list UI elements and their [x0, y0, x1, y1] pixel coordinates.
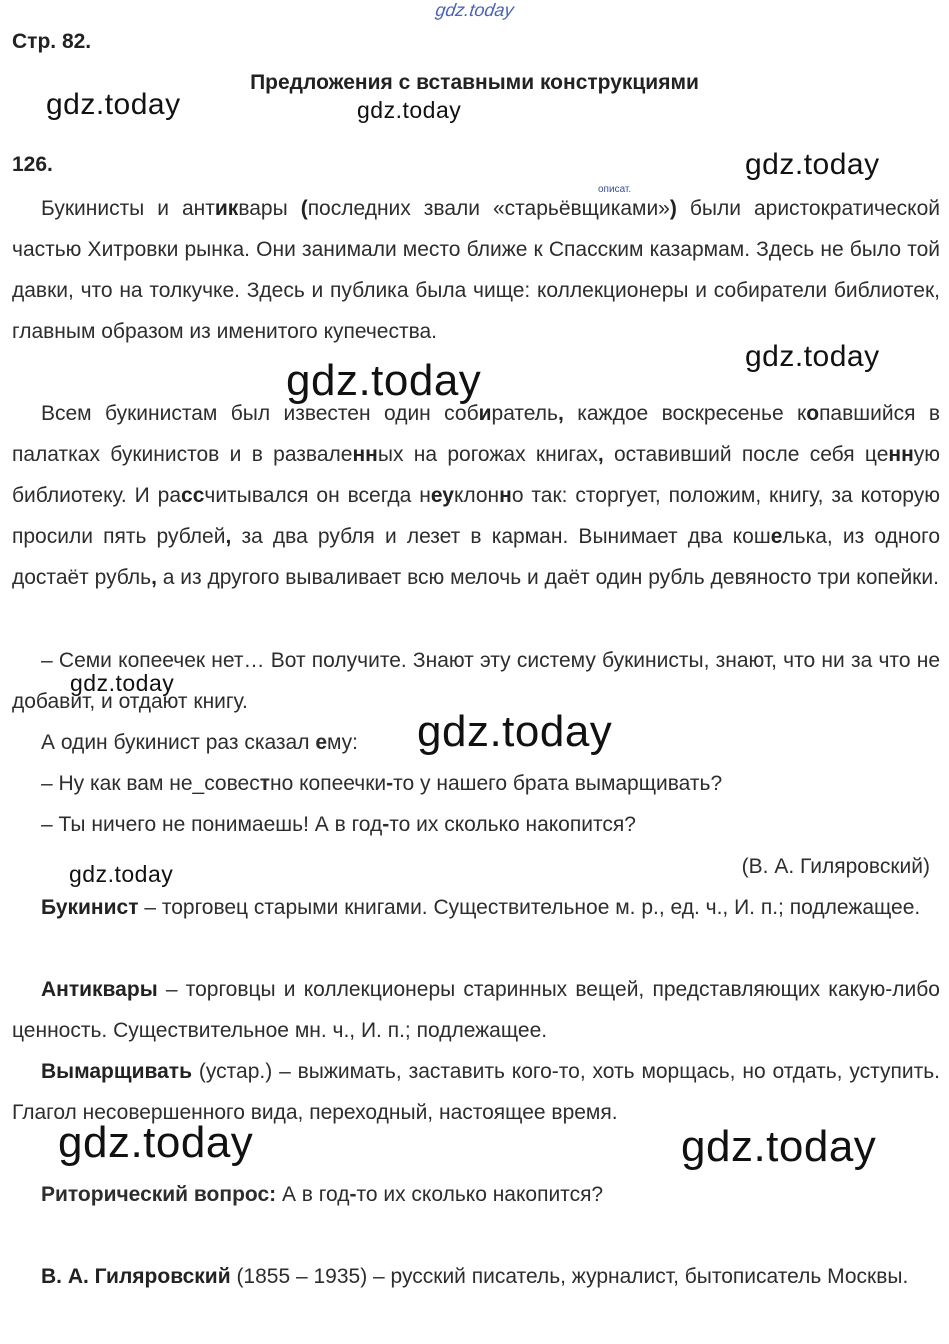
text-segment-bold: т	[259, 772, 271, 795]
text-segment: то их сколько накопится?	[356, 1183, 604, 1206]
text-segment-bold: е	[315, 731, 327, 754]
text-segment-bold: -	[382, 813, 390, 836]
watermark-top: gdz.today	[434, 0, 516, 20]
text-segment-bold: ,	[597, 443, 604, 466]
page-title: Предложения с вставными конструкциями	[250, 71, 699, 94]
text-segment-bold: н	[499, 484, 512, 507]
text-segment: за два рубля и лезет в карман. Вынимает два кош	[231, 525, 771, 548]
text-segment: клон	[453, 484, 500, 507]
text-segment: а из другого вываливает всю мелочь и даёт один рубль девяносто три копейки.	[156, 566, 939, 589]
text-segment: вары	[238, 197, 301, 220]
rhetorical-question	[41, 1174, 603, 1215]
definition-text: – торговец старыми книгами. Существительное м. р., ед. ч., И. п.; подлежащее.	[138, 896, 921, 919]
definition-term: Вымарщивать	[41, 1060, 192, 1083]
dialogue-line-1	[41, 722, 358, 763]
text-segment-bold: е	[770, 525, 783, 548]
text-segment: но копеечки	[270, 772, 387, 795]
text-segment-bold: о	[806, 402, 820, 425]
watermark: gdz.today	[357, 97, 462, 123]
text-segment: павшийся в палатках букинистов и в развале	[12, 402, 940, 466]
definition-vymarshchivat	[12, 1051, 940, 1133]
text-segment: Всем букинистам был известен один соб	[41, 402, 479, 425]
page-header: Стр. 82.	[12, 30, 92, 53]
text-segment: А один букинист раз сказал	[41, 731, 316, 754]
watermark: gdz.today	[69, 861, 174, 887]
text-segment: му:	[327, 731, 359, 754]
text-segment-bold: еу	[430, 484, 454, 507]
watermark: gdz.today	[417, 707, 613, 756]
bio-text: (1855 – 1935) – русский писатель, журналист, бытописатель Москвы.	[230, 1265, 909, 1288]
text-segment: ую библиотеку. И ра	[12, 443, 941, 507]
definition-antikvary	[12, 969, 940, 1051]
text-segment: о так: сторгует, положим, книгу, за которую просили пять рублей	[12, 484, 940, 548]
text-segment: последних звали «старьёвщиками»	[307, 197, 670, 220]
definition-text: – торговцы и коллекционеры старинных вещей, представляющих какую-либо ценность. Существительное мн. ч., И. п.; подлежащее.	[12, 978, 940, 1042]
exercise-number: 126.	[12, 153, 53, 176]
watermark: gdz.today	[58, 1118, 254, 1167]
paragraph-3: – Семи копеечек нет… Вот получите. Знают эту систему букинисты, знают, что ни за что не добавит, и отдают книгу.	[12, 649, 940, 713]
paragraph-1	[12, 188, 940, 352]
text-segment: ых на рогожах книгах	[377, 443, 598, 466]
text-segment-bold: (	[300, 197, 308, 220]
text-segment-bold: ,	[151, 566, 157, 589]
dialogue-line-3	[41, 804, 636, 845]
paragraph-2	[12, 393, 940, 598]
text-segment-bold: нн	[352, 443, 378, 466]
author-bio	[12, 1256, 940, 1297]
definition-term: Букинист	[41, 896, 139, 919]
text-segment: были аристократической частью Хитровки рынка. Они занимали место ближе к Спасским казармам. Здесь не было той давки, что на толкучке. Здесь и публика была чище: коллекционеры и собиратели библиотек, главным образом из именитого купечества.	[12, 197, 940, 343]
definition-text: (устар.) – выжимать, заставить кого-то, хоть морщась, но отдать, уступить. Глагол несовершенного вида, переходный, настоящее время.	[12, 1060, 940, 1124]
text-segment-bold: сс	[181, 484, 205, 507]
definition-term: Антиквары	[41, 978, 158, 1001]
text-segment: – Ну как вам не_совес	[41, 772, 260, 795]
definition-bukinist	[12, 887, 940, 928]
text-segment-bold: ,	[558, 402, 564, 425]
text-segment: лька, из одного достаёт рубль	[12, 525, 941, 589]
text-segment-bold: ,	[225, 525, 232, 548]
author-attribution: (В. А. Гиляровский)	[741, 855, 930, 878]
watermark: gdz.today	[70, 670, 175, 696]
rhetorical-label: Риторический вопрос:	[41, 1183, 277, 1206]
text-segment-bold: -	[349, 1183, 357, 1206]
watermark: gdz.today	[745, 148, 880, 181]
watermark: gdz.today	[46, 88, 181, 121]
text-segment-bold: нн	[888, 443, 914, 466]
text-segment: А в год	[276, 1183, 350, 1206]
watermark: gdz.today	[286, 356, 482, 405]
text-segment: каждое воскресенье к	[563, 402, 807, 425]
text-segment: Букинисты и ант	[41, 197, 215, 220]
text-segment: оставивший после себя це	[603, 443, 889, 466]
text-segment: ратель	[491, 402, 558, 425]
text-segment: то их сколько накопится?	[389, 813, 636, 836]
watermark: gdz.today	[745, 340, 880, 373]
text-segment-bold: )	[669, 197, 677, 220]
dialogue-line-2	[41, 763, 722, 804]
text-segment-bold: ик	[214, 197, 239, 220]
text-segment-bold: и	[478, 402, 492, 425]
superscript-note: описат.	[598, 184, 632, 195]
text-segment: то у нашего брата вымарщивать?	[393, 772, 723, 795]
bio-name: В. А. Гиляровский	[41, 1265, 231, 1288]
text-segment: – Ты ничего не понимаешь! А в год	[41, 813, 383, 836]
watermark: gdz.today	[681, 1122, 877, 1171]
text-segment-bold: -	[386, 772, 394, 795]
text-segment: читывался он всегда н	[204, 484, 431, 507]
